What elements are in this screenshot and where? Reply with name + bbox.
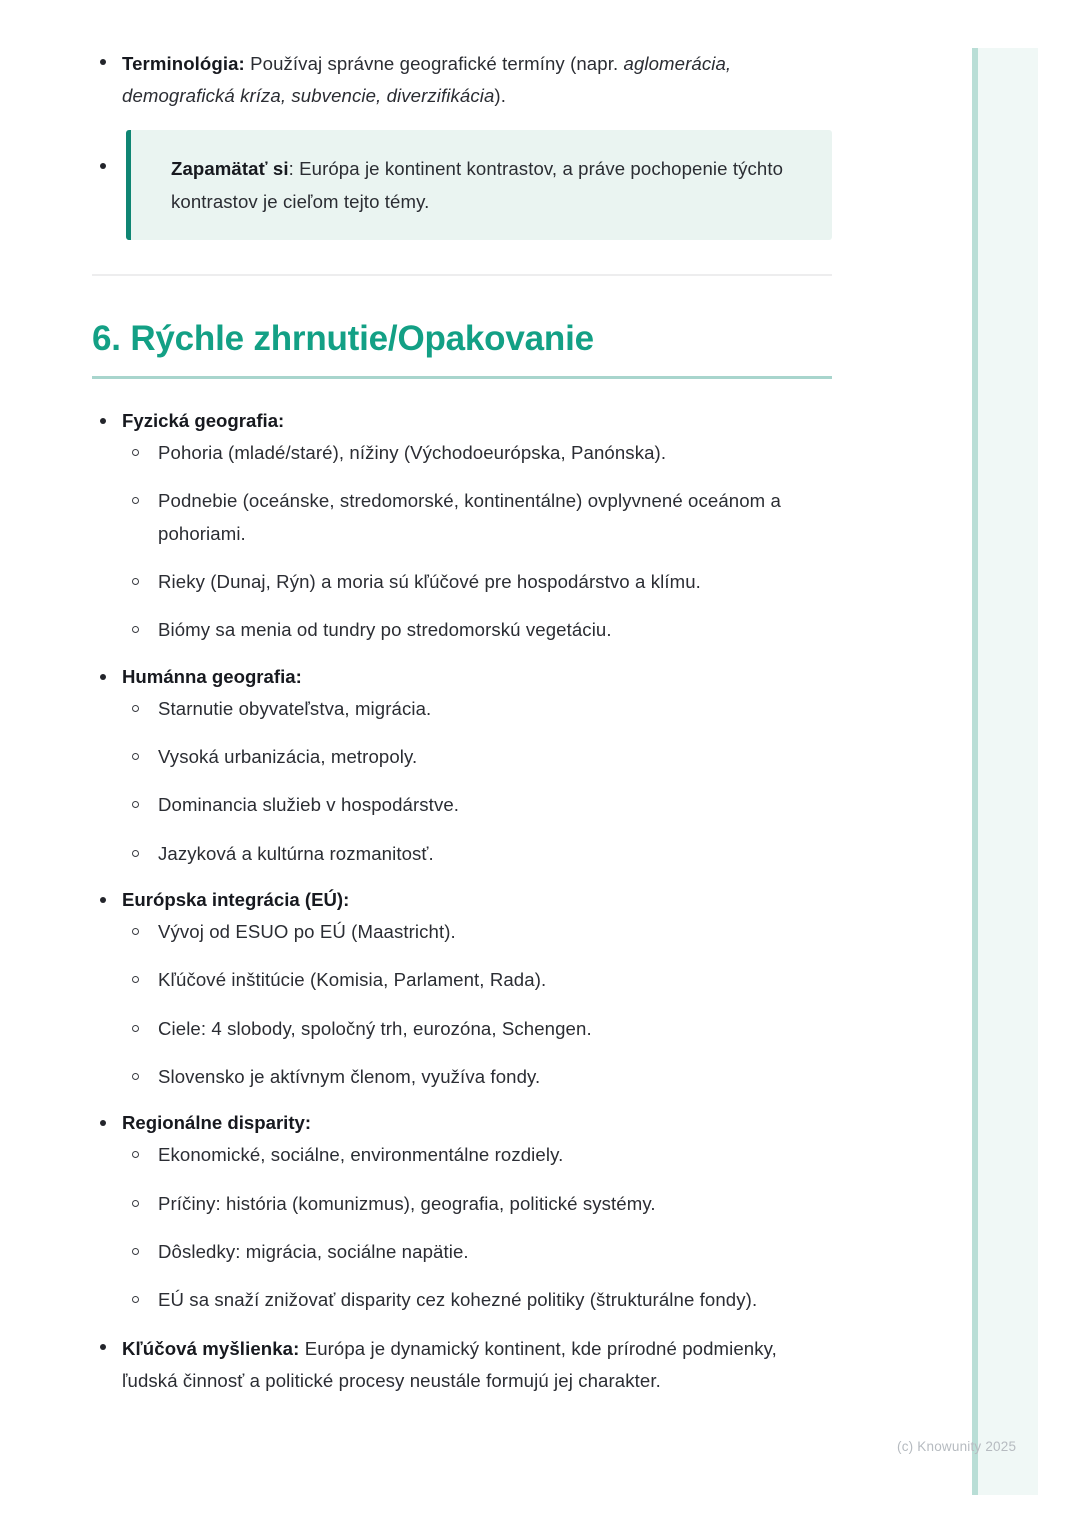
- bullet-ring-icon: [132, 1296, 139, 1303]
- list-item: [122, 485, 832, 550]
- bullet-ring-icon: [132, 449, 139, 456]
- list-item: [122, 741, 832, 773]
- list-item: [122, 1061, 832, 1093]
- sub-list: [122, 437, 832, 647]
- bullet-ring-icon: [132, 753, 139, 760]
- bullet-ring-icon: [132, 578, 139, 585]
- bullet-dot-icon: [100, 1120, 106, 1126]
- group-label: Humánna geografia:: [122, 665, 302, 687]
- bullet-ring-icon: [132, 1200, 139, 1207]
- bullet-dot-icon: [100, 1344, 106, 1350]
- terminology-paragraph: [122, 48, 832, 112]
- sub-item-text: Ekonomické, sociálne, environmentálne rozdiely.: [158, 1144, 564, 1166]
- bullet-dot-icon: [100, 897, 106, 903]
- sub-item-text: Dominancia služieb v hospodárstve.: [158, 794, 460, 816]
- right-edge-stripe: [972, 48, 978, 1495]
- list-item-callout: [92, 130, 832, 240]
- terminology-text-after: ).: [494, 84, 506, 106]
- list-item: [122, 693, 832, 725]
- bullet-ring-icon: [132, 850, 139, 857]
- list-item-terminology: [92, 48, 832, 112]
- remember-callout: [126, 130, 832, 240]
- bullet-ring-icon: [132, 1248, 139, 1255]
- key-idea-paragraph: [122, 1333, 832, 1398]
- group-label: Európska integrácia (EÚ):: [122, 889, 350, 910]
- page-title: 6. Rýchle zhrnutie/Opakovanie: [92, 319, 594, 359]
- callout-paragraph: [171, 152, 806, 218]
- list-item: [122, 1188, 832, 1220]
- list-item-group: [92, 407, 832, 647]
- terminology-lead: Terminológia:: [122, 53, 245, 74]
- summary-section: [92, 407, 832, 1397]
- sub-item-text: Dôsledky: migrácia, sociálne napätie.: [158, 1240, 469, 1262]
- bullet-ring-icon: [132, 497, 139, 504]
- intro-section: [92, 0, 832, 240]
- intro-list: [92, 48, 832, 240]
- list-item: [122, 1236, 832, 1268]
- list-item: [122, 614, 832, 646]
- list-item-group: [92, 886, 832, 1093]
- sub-item-text: Rieky (Dunaj, Rýn) a moria sú kľúčové pre hospodárstvo a klímu.: [158, 571, 701, 593]
- bullet-ring-icon: [132, 1025, 139, 1032]
- sub-list: [122, 916, 832, 1093]
- key-idea-lead: Kľúčová myšlienka:: [122, 1337, 300, 1359]
- summary-list: [92, 407, 832, 1397]
- group-label: Regionálne disparity:: [122, 1112, 312, 1134]
- list-item: [122, 838, 832, 870]
- list-item: [122, 1284, 832, 1316]
- sub-item-text: Vývoj od ESUO po EÚ (Maastricht).: [158, 920, 456, 942]
- key-idea-text: Európa je dynamický kontinent, kde prírodné podmienky, ľudská činnosť a politické procesy neustále formujú jej charakter.: [122, 1337, 777, 1391]
- bullet-ring-icon: [132, 626, 139, 633]
- list-item-key-idea: [92, 1333, 832, 1398]
- group-label: Fyzická geografia:: [122, 410, 285, 432]
- list-item: [122, 789, 832, 821]
- sub-item-text: Starnutie obyvateľstva, migrácia.: [158, 697, 432, 719]
- sub-item-text: Podnebie (oceánske, stredomorské, kontinentálne) ovplyvnené oceánom a pohoriami.: [158, 490, 781, 544]
- list-item: [122, 964, 832, 996]
- list-item: [122, 1013, 832, 1045]
- list-item: [122, 916, 832, 948]
- list-item: [122, 1139, 832, 1171]
- bullet-ring-icon: [132, 705, 139, 712]
- sub-item-text: Príčiny: história (komunizmus), geografia, politické systémy.: [158, 1192, 656, 1214]
- sub-list: [122, 1139, 832, 1316]
- section-divider: [92, 274, 832, 276]
- terminology-text-before: Používaj správne geografické termíny (napr.: [244, 53, 624, 74]
- sub-item-text: Pohoria (mladé/staré), nížiny (Východoeurópska, Panónska).: [158, 442, 667, 464]
- bullet-dot-icon: [100, 163, 106, 169]
- list-item-group: [92, 1109, 832, 1316]
- terminology-italic-terms: aglomerácia, demografická kríza, subvencie, diverzifikácia: [122, 53, 732, 106]
- sub-item-text: EÚ sa snaží znižovať disparity cez kohezné politiky (štrukturálne fondy).: [158, 1289, 758, 1311]
- list-item: [122, 437, 832, 469]
- bullet-ring-icon: [132, 801, 139, 808]
- bullet-ring-icon: [132, 928, 139, 935]
- list-item-group: [92, 663, 832, 870]
- sub-list: [122, 693, 832, 870]
- right-edge-panel: [972, 48, 1038, 1495]
- sub-item-text: Jazyková a kultúrna rozmanitosť.: [158, 842, 434, 864]
- list-item: [122, 566, 832, 598]
- bullet-dot-icon: [100, 674, 106, 680]
- sub-item-text: Biómy sa menia od tundry po stredomorskú vegetáciu.: [158, 619, 612, 641]
- document-content: [92, 0, 832, 1413]
- sub-item-text: Ciele: 4 slobody, spoločný trh, eurozóna, Schengen.: [158, 1017, 592, 1039]
- bullet-ring-icon: [132, 976, 139, 983]
- sub-item-text: Kľúčové inštitúcie (Komisia, Parlament, Rada).: [158, 969, 547, 991]
- bullet-dot-icon: [100, 59, 106, 65]
- sub-item-text: Slovensko je aktívnym členom, využíva fondy.: [158, 1065, 541, 1087]
- bullet-ring-icon: [132, 1151, 139, 1158]
- callout-lead: Zapamätať si: [171, 157, 289, 179]
- callout-text: : Európa je kontinent kontrastov, a práve pochopenie týchto kontrastov je cieľom tejto témy.: [171, 157, 784, 213]
- sub-item-text: Vysoká urbanizácia, metropoly.: [158, 745, 418, 767]
- watermark-text: (c) Knowunity 2025: [897, 1439, 1017, 1454]
- bullet-ring-icon: [132, 1073, 139, 1080]
- title-underline-rule: [92, 376, 832, 379]
- bullet-dot-icon: [100, 418, 106, 424]
